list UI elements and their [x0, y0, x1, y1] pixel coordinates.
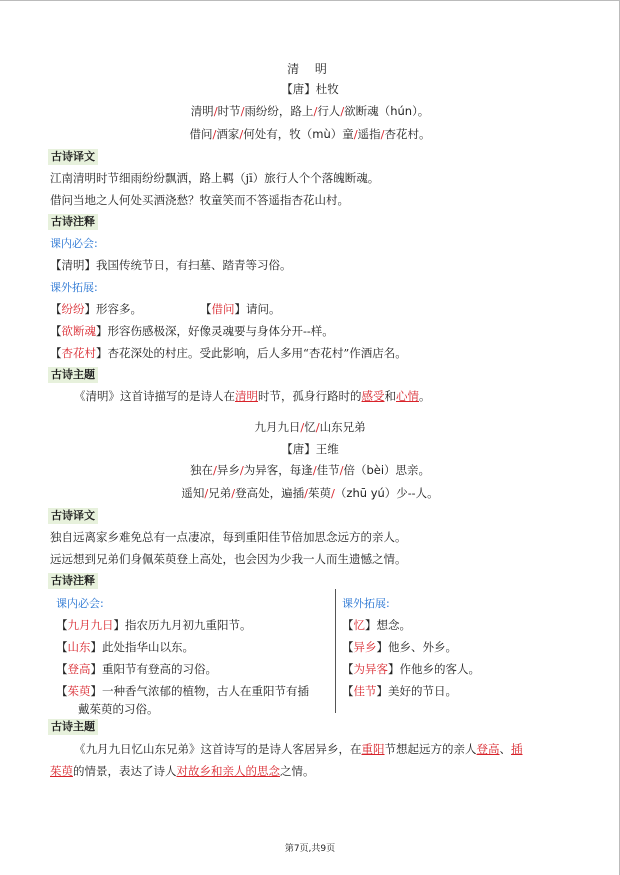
poem1-translation-line: 江南清明时节细雨纷纷飘洒，路上羁（jī）旅行人个个落魄断魂。	[50, 171, 380, 185]
poem2-in-class-note: 【山东】此处指华山以东。	[56, 640, 194, 654]
poem2-author: 【唐】王维	[281, 442, 339, 456]
poem2-notes-label: 古诗注释	[48, 573, 98, 589]
poem1-line2: 借问/酒家/何处有，牧（mù）童/遥指/杏花村。	[189, 127, 431, 141]
poem1-extra-note: 【欲断魂】形容伤感极深，好像灵魂要与身体分开--样。	[50, 324, 334, 338]
poem2-theme-line2: 茱萸的情景，表达了诗人对故乡和亲人的思念之情。	[50, 764, 315, 778]
poem2-in-class-note: 【登高】重阳节有登高的习俗。	[56, 662, 217, 676]
poem2-title: 九月九日/忆/山东兄弟	[254, 420, 366, 434]
poem2-in-class-label: 课内必会:	[56, 597, 104, 610]
poem2-extra-note: 【佳节】美好的节日。	[342, 684, 457, 698]
poem2-in-class-note: 【九月九日】指农历九月初九重阳节。	[56, 618, 252, 632]
poem1-extra-note: 【杏花村】杏花深处的村庄。受此影响，后人多用“杏花村”作酒店名。	[50, 346, 407, 360]
poem1-notes-label: 古诗注释	[48, 214, 98, 230]
poem2-translation-line: 远远想到兄弟们身佩茱萸登上高处，也会因为少我一人而生遗憾之情。	[50, 552, 407, 566]
poem2-in-class-note-cont: 戴茱萸的习俗。	[78, 702, 159, 716]
poem1-theme: 《清明》这首诗描写的是诗人在清明时节，孤身行路时的感受和心情。	[74, 389, 431, 403]
poem2-in-class-note: 【茱萸】一种香气浓郁的植物，古人在重阳节有插	[56, 684, 309, 698]
poem2-extra-note: 【忆】想念。	[342, 618, 411, 632]
poem2-extra-label: 课外拓展:	[342, 597, 390, 610]
notes-column-divider	[335, 589, 336, 713]
poem2-translation-line: 独自远离家乡难免总有一点凄凉，每到重阳佳节倍加思念远方的亲人。	[50, 530, 407, 544]
poem1-theme-label: 古诗主题	[48, 367, 98, 383]
poem1-translation-label: 古诗译文	[48, 149, 98, 165]
poem2-translation-label: 古诗译文	[48, 508, 98, 524]
poem2-extra-note: 【异乡】他乡、外乡。	[342, 640, 457, 654]
page-footer: 第7页,共9页	[284, 844, 336, 854]
page-border-top	[0, 0, 620, 1]
poem1-line1: 清明/时节/雨纷纷，路上/行人/欲断魂（hún）。	[190, 104, 430, 118]
poem2-theme-line1: 《九月九日忆山东兄弟》这首诗写的是诗人客居异乡，在重阳节想起远方的亲人登高、插	[74, 742, 523, 756]
poem1-extra-note: 【纷纷】形容多。	[50, 302, 142, 316]
poem1-extra-label: 课外拓展:	[50, 281, 98, 294]
poem1-title: 清 明	[287, 62, 333, 76]
poem1-extra-note: 【借问】请问。	[200, 302, 281, 316]
poem2-extra-note: 【为异客】作他乡的客人。	[342, 662, 480, 676]
poem1-in-class-label: 课内必会:	[50, 237, 98, 250]
poem2-line2: 遥知/兄弟/登高处，遍插/茱萸/（zhū yú）少--人。	[181, 486, 439, 500]
poem1-in-class-note: 【清明】我国传统节日，有扫墓、踏青等习俗。	[50, 258, 292, 272]
poem1-translation-line: 借问当地之人何处买酒浇愁？牧童笑而不答遥指杏花山村。	[50, 193, 349, 207]
poem2-theme-label: 古诗主题	[48, 719, 98, 735]
poem1-author: 【唐】杜牧	[281, 82, 339, 96]
poem2-line1: 独在/异乡/为异客，每逢/佳节/倍（bèi）思亲。	[189, 463, 431, 477]
